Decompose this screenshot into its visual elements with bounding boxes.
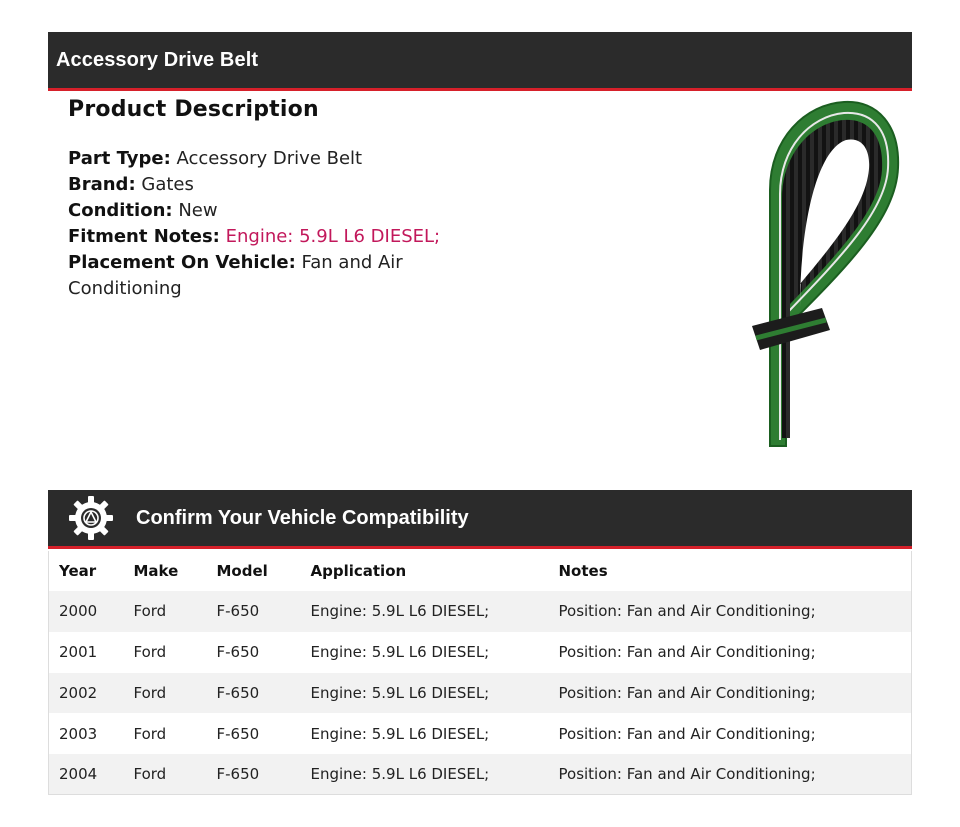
cell-model: F-650 [207, 754, 301, 795]
table-row [49, 713, 912, 754]
condition-label: Condition: [68, 200, 173, 221]
placement-value: Fan and Air Conditioning [68, 252, 403, 299]
table-row [49, 673, 912, 714]
part-type-label: Part Type: [68, 148, 171, 169]
col-make: Make [124, 551, 207, 591]
table-row [49, 591, 912, 632]
part-type-value: Accessory Drive Belt [176, 148, 363, 169]
cell-make: Ford [124, 754, 207, 795]
table-row [49, 754, 912, 795]
part-type-line [68, 146, 448, 172]
col-notes: Notes [549, 551, 912, 591]
cell-model: F-650 [207, 713, 301, 754]
product-description [68, 97, 448, 302]
cell-notes: Position: Fan and Air Conditioning; [549, 754, 912, 795]
belt-product-image [726, 98, 906, 448]
cell-year: 2001 [49, 632, 124, 673]
cell-make: Ford [124, 591, 207, 632]
cell-application: Engine: 5.9L L6 DIESEL; [301, 754, 549, 795]
cell-model: F-650 [207, 673, 301, 714]
cell-application: Engine: 5.9L L6 DIESEL; [301, 673, 549, 714]
brand-label: Brand: [68, 174, 136, 195]
cell-application: Engine: 5.9L L6 DIESEL; [301, 632, 549, 673]
fitment-notes-label: Fitment Notes: [68, 226, 220, 247]
compatibility-table [48, 551, 912, 795]
cell-application: Engine: 5.9L L6 DIESEL; [301, 591, 549, 632]
compatibility-header-title: Confirm Your Vehicle Compatibility [136, 506, 469, 529]
cell-make: Ford [124, 673, 207, 714]
table-header-row [49, 551, 912, 591]
fitment-notes-line [68, 224, 448, 250]
table-row [49, 632, 912, 673]
cell-notes: Position: Fan and Air Conditioning; [549, 713, 912, 754]
cell-year: 2000 [49, 591, 124, 632]
description-heading: Product Description [68, 97, 319, 122]
placement-label: Placement On Vehicle: [68, 252, 296, 273]
brand-value: Gates [141, 174, 194, 195]
col-model: Model [207, 551, 301, 591]
cell-model: F-650 [207, 632, 301, 673]
cell-notes: Position: Fan and Air Conditioning; [549, 632, 912, 673]
col-year: Year [49, 551, 124, 591]
product-header-title: Accessory Drive Belt [56, 48, 259, 71]
condition-line [68, 198, 448, 224]
cell-make: Ford [124, 713, 207, 754]
cell-notes: Position: Fan and Air Conditioning; [549, 591, 912, 632]
cell-year: 2002 [49, 673, 124, 714]
placement-line [68, 250, 448, 302]
gear-icon [68, 495, 114, 541]
cell-application: Engine: 5.9L L6 DIESEL; [301, 713, 549, 754]
cell-year: 2004 [49, 754, 124, 795]
condition-value: New [178, 200, 218, 221]
cell-model: F-650 [207, 591, 301, 632]
cell-year: 2003 [49, 713, 124, 754]
col-application: Application [301, 551, 549, 591]
cell-make: Ford [124, 632, 207, 673]
product-header [48, 32, 912, 91]
cell-notes: Position: Fan and Air Conditioning; [549, 673, 912, 714]
compatibility-header [48, 490, 912, 549]
fitment-notes-value: Engine: 5.9L L6 DIESEL; [225, 226, 441, 247]
brand-line [68, 172, 448, 198]
